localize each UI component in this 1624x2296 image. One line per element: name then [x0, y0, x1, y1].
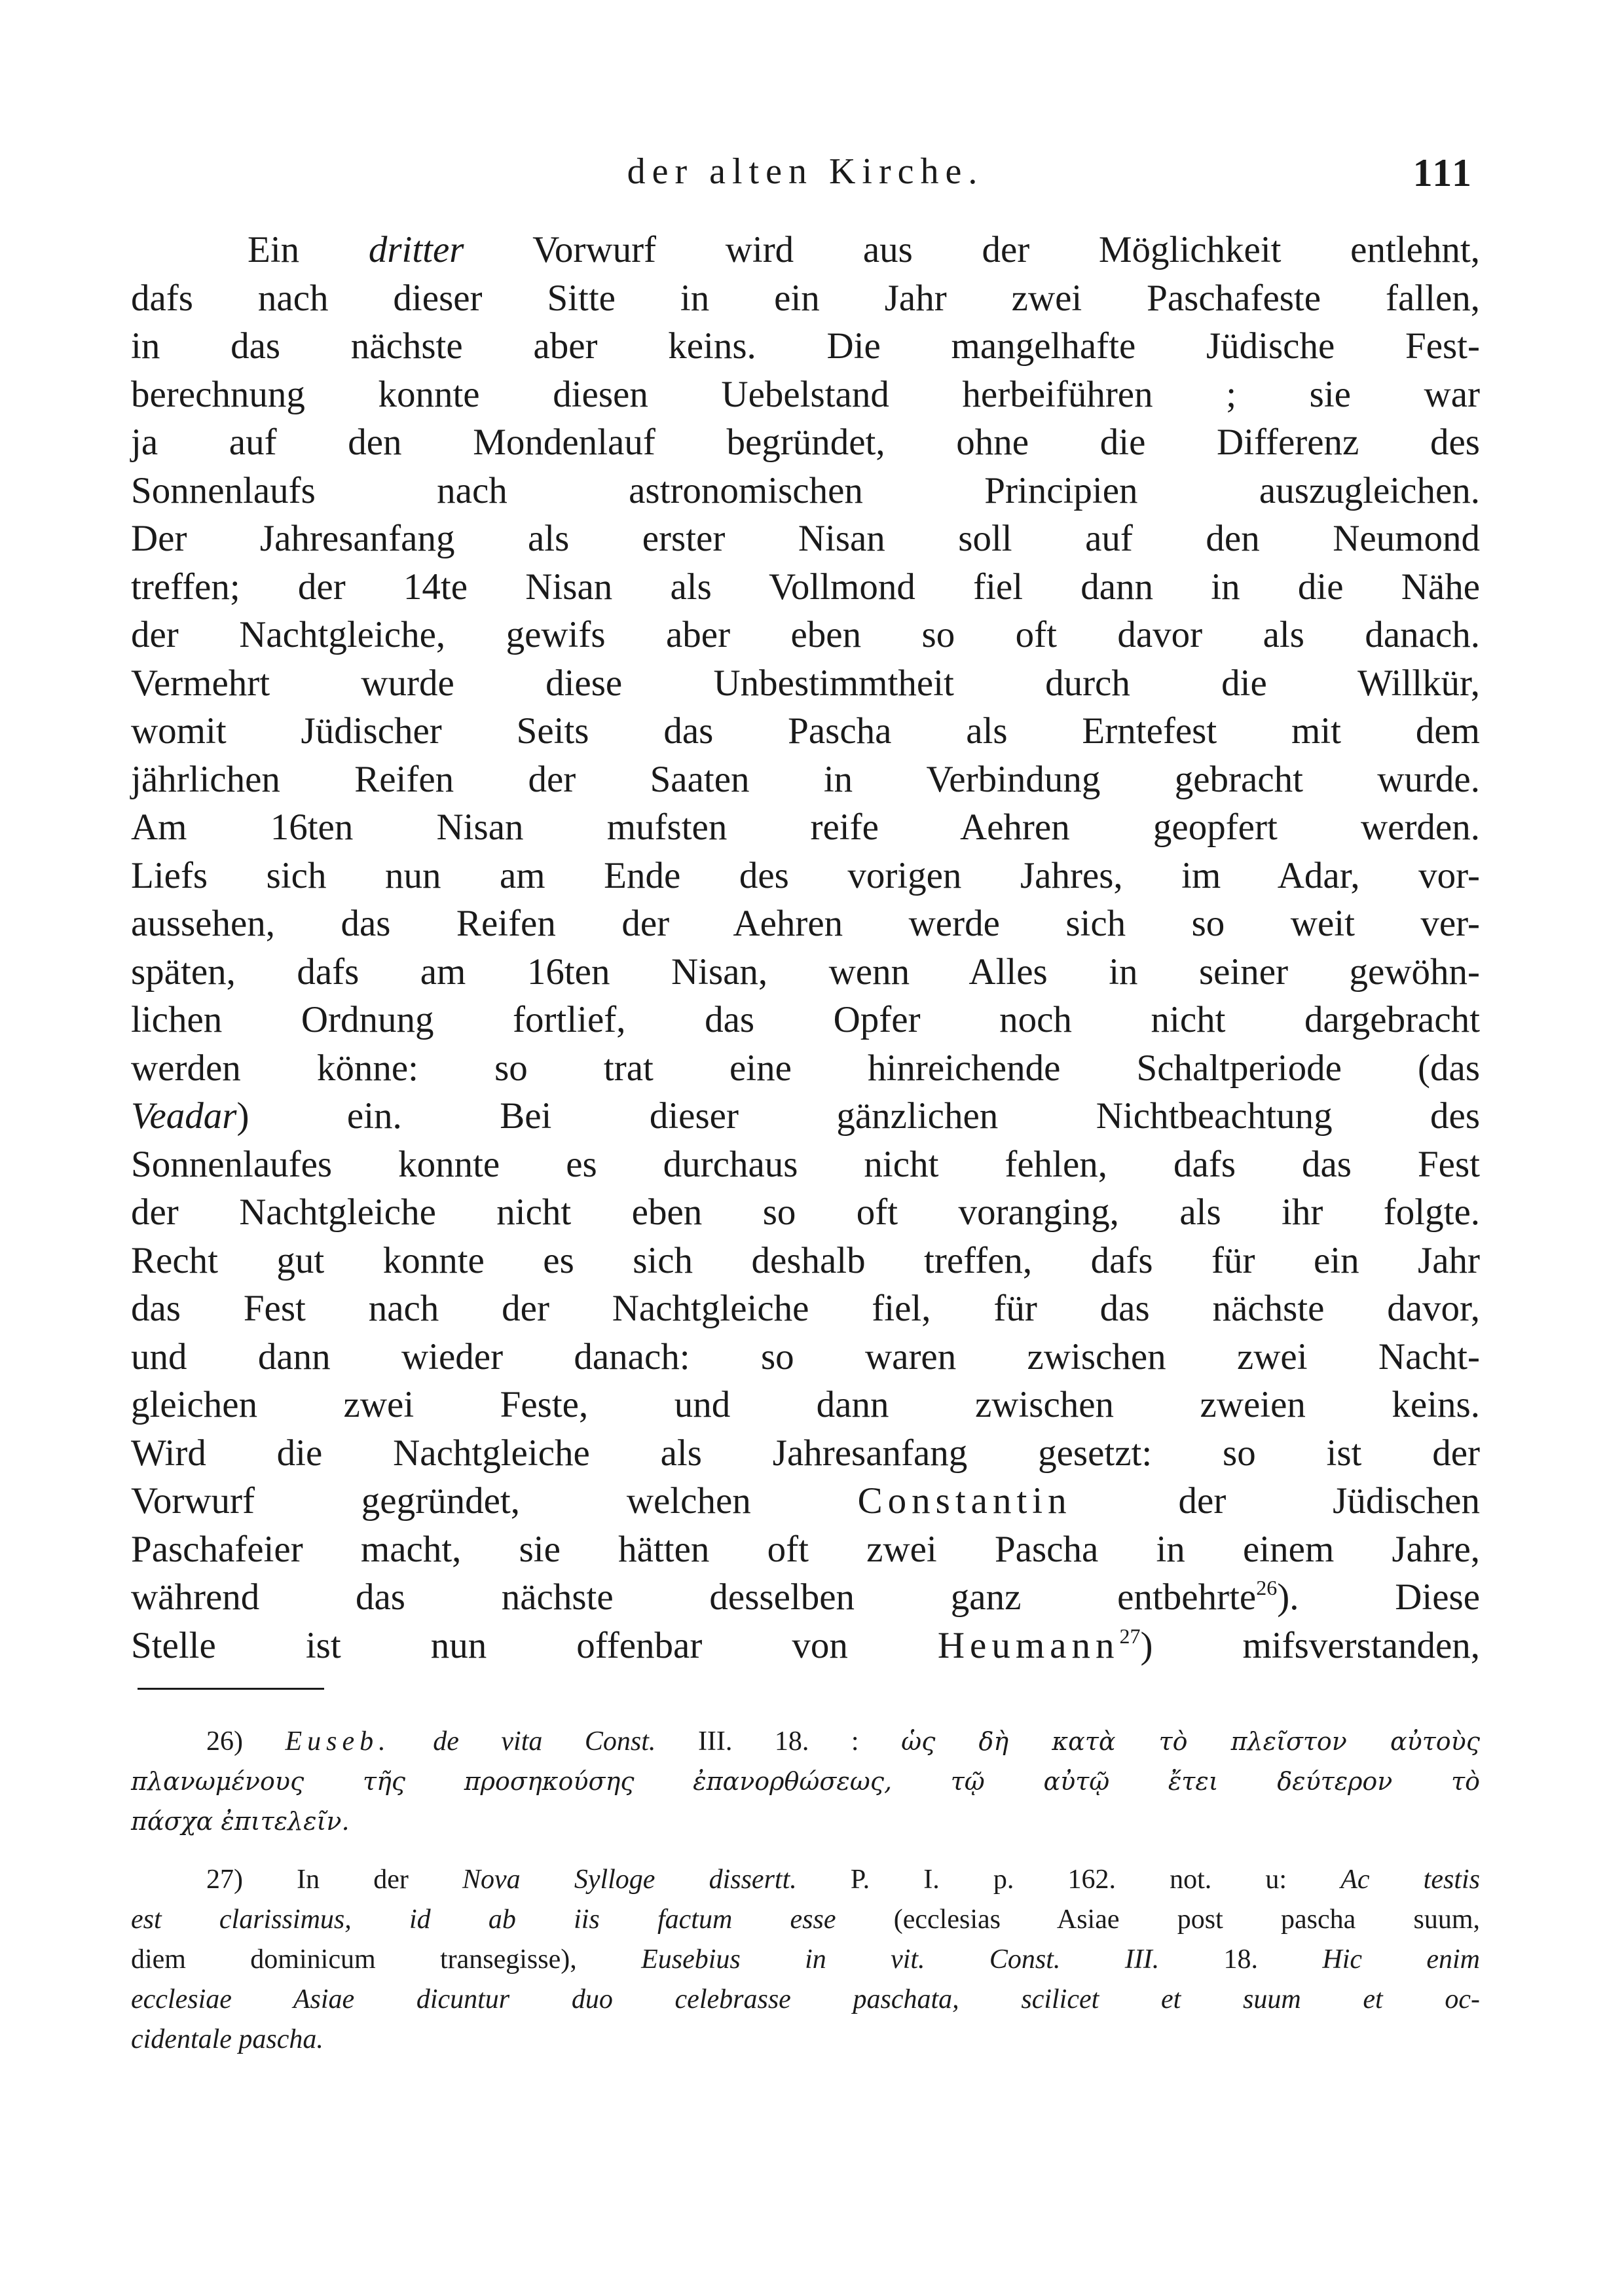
text-line: jährlichen Reifen der Saaten in Verbindung gebracht wurde.	[131, 758, 1480, 800]
text-line: in das nächste aber keins. Die mangelhafte Jüdische Fest-	[131, 325, 1480, 367]
running-head	[138, 151, 1473, 203]
text-line: Wird die Nachtgleiche als Jahresanfang gesetzt: so ist der	[131, 1432, 1480, 1474]
greek-quote: πάσχα ἐπιτελεῖν.	[131, 1807, 350, 1836]
footnote-26-line	[131, 1802, 1480, 1842]
text-line: lichen Ordnung fortlief, das Opfer noch nicht dargebracht	[131, 999, 1480, 1040]
emphasis: dritter	[368, 229, 464, 270]
text-line: Der Jahresanfang als erster Nisan soll auf den Neumond	[131, 518, 1480, 559]
greek-quote: πλανωμένους τῆς προσηκούσης ἐπανορθώσεως, τῷ αὐτῷ ἔτει δεύτερον τὸ	[131, 1767, 1480, 1796]
text-line: treffen; der 14te Nisan als Vollmond fiel dann in die Nähe	[131, 566, 1480, 608]
footnote-ref: 26	[1256, 1576, 1278, 1599]
text-line: während das nächste desselben ganz entbehrte$^{26}$). Diese	[131, 1576, 1480, 1618]
text-line: Sonnenlaufes konnte es durchaus nicht fehlen, dafs das Fest	[131, 1143, 1480, 1185]
footnote-author: Euseb.	[285, 1726, 391, 1757]
text-line: und dann wieder danach: so waren zwischen zwei Nacht-	[131, 1336, 1480, 1377]
footnote-26-line	[131, 1762, 1480, 1802]
footnote-work: Nova Sylloge dissertt.	[462, 1865, 797, 1895]
text-line: der Nachtgleiche, gewifs aber eben so oft davor als danach.	[131, 614, 1480, 655]
spaced-name: Constantin	[857, 1480, 1072, 1522]
text-line: gleichen zwei Feste, und dann zwischen zweien keins.	[131, 1384, 1480, 1425]
footnote-27-line: diem dominicum transegisse), Eusebius in vit. Const. III. 18. Hic enim	[131, 1944, 1481, 1975]
text-line: das Fest nach der Nachtgleiche fiel, für das nächste davor,	[131, 1288, 1480, 1329]
text-line: womit Jüdischer Seits das Pascha als Erntefest mit dem	[131, 710, 1480, 752]
footnote-ref: 27	[1119, 1624, 1141, 1648]
spaced-name: Heumann	[937, 1624, 1120, 1666]
footnote-27-line: 27) In der Nova Sylloge dissertt. P. I. p. 162. not. u: Ac testis	[206, 1865, 1481, 1895]
text-line: Vermehrt wurde diese Unbestimmtheit durch die Willkür,	[131, 662, 1480, 704]
emphasis: Veadar	[131, 1095, 237, 1137]
text-line: dafs nach dieser Sitte in ein Jahr zwei Paschafeste fallen,	[131, 277, 1480, 319]
main-paragraph	[131, 226, 1480, 1669]
text-line: werden könne: so trat eine hinreichende Schaltperiode (das	[131, 1047, 1480, 1089]
text-line: Paschafeier macht, sie hätten oft zwei Pascha in einem Jahre,	[131, 1528, 1480, 1570]
text-line: Sonnenlaufs nach astronomischen Principien auszugleichen.	[131, 469, 1480, 511]
footnote-gap	[131, 1842, 1480, 1860]
running-title: der alten Kirche.	[627, 151, 984, 192]
footnote-27-line: est clarissimus, id ab iis factum esse (ecclesias Asiae post pascha suum,	[131, 1904, 1480, 1935]
text-line: der Nachtgleiche nicht eben so oft voranging, als ihr folgte.	[131, 1192, 1480, 1233]
footnotes	[131, 1722, 1480, 2060]
footnote-work: de vita Const.	[433, 1726, 656, 1757]
text-line: Vorwurf gegründet, welchen Constantin der Jüdischen	[131, 1480, 1480, 1522]
text-line: Ein dritter Vorwurf wird aus der Möglichkeit entlehnt,	[248, 229, 1481, 270]
footnote-work: Eusebius in vit. Const. III.	[641, 1944, 1160, 1975]
text-line: späten, dafs am 16ten Nisan, wenn Alles in seiner gewöhn-	[131, 951, 1480, 993]
text-line: Recht gut konnte es sich deshalb treffen, dafs für ein Jahr	[131, 1239, 1480, 1281]
greek-quote: ὡς δὴ κατὰ τὸ πλεῖστον αὐτοὺς	[901, 1727, 1481, 1756]
footnote-27-line: cidentale pascha.	[131, 2024, 323, 2054]
text-line: Am 16ten Nisan mufsten reife Aehren geopfert werden.	[131, 807, 1480, 848]
footnote-separator	[138, 1688, 324, 1690]
text-line: berechnung konnte diesen Uebelstand herbeiführen ; sie war	[131, 373, 1480, 415]
text-line: Veadar) ein. Bei dieser gänzlichen Nichtbeachtung des	[131, 1095, 1480, 1137]
text-line: ja auf den Mondenlauf begründet, ohne die Differenz des	[131, 422, 1480, 463]
text-line: Stelle ist nun offenbar von Heumann$^{27}$) mifsverstanden,	[131, 1624, 1480, 1666]
footnote-27-line: ecclesiae Asiae dicuntur duo celebrasse paschata, scilicet et suum et oc-	[131, 1984, 1480, 2014]
text-line: Liefs sich nun am Ende des vorigen Jahres, im Adar, vor-	[131, 854, 1480, 896]
footnote-26-line: 26) Euseb. de vita Const. III. 18. : ὡς δὴ κατὰ τὸ πλεῖστον αὐτοὺς	[206, 1726, 1481, 1757]
page-number: 111	[1412, 151, 1473, 194]
text-line: aussehen, das Reifen der Aehren werde sich so weit ver-	[131, 903, 1480, 944]
